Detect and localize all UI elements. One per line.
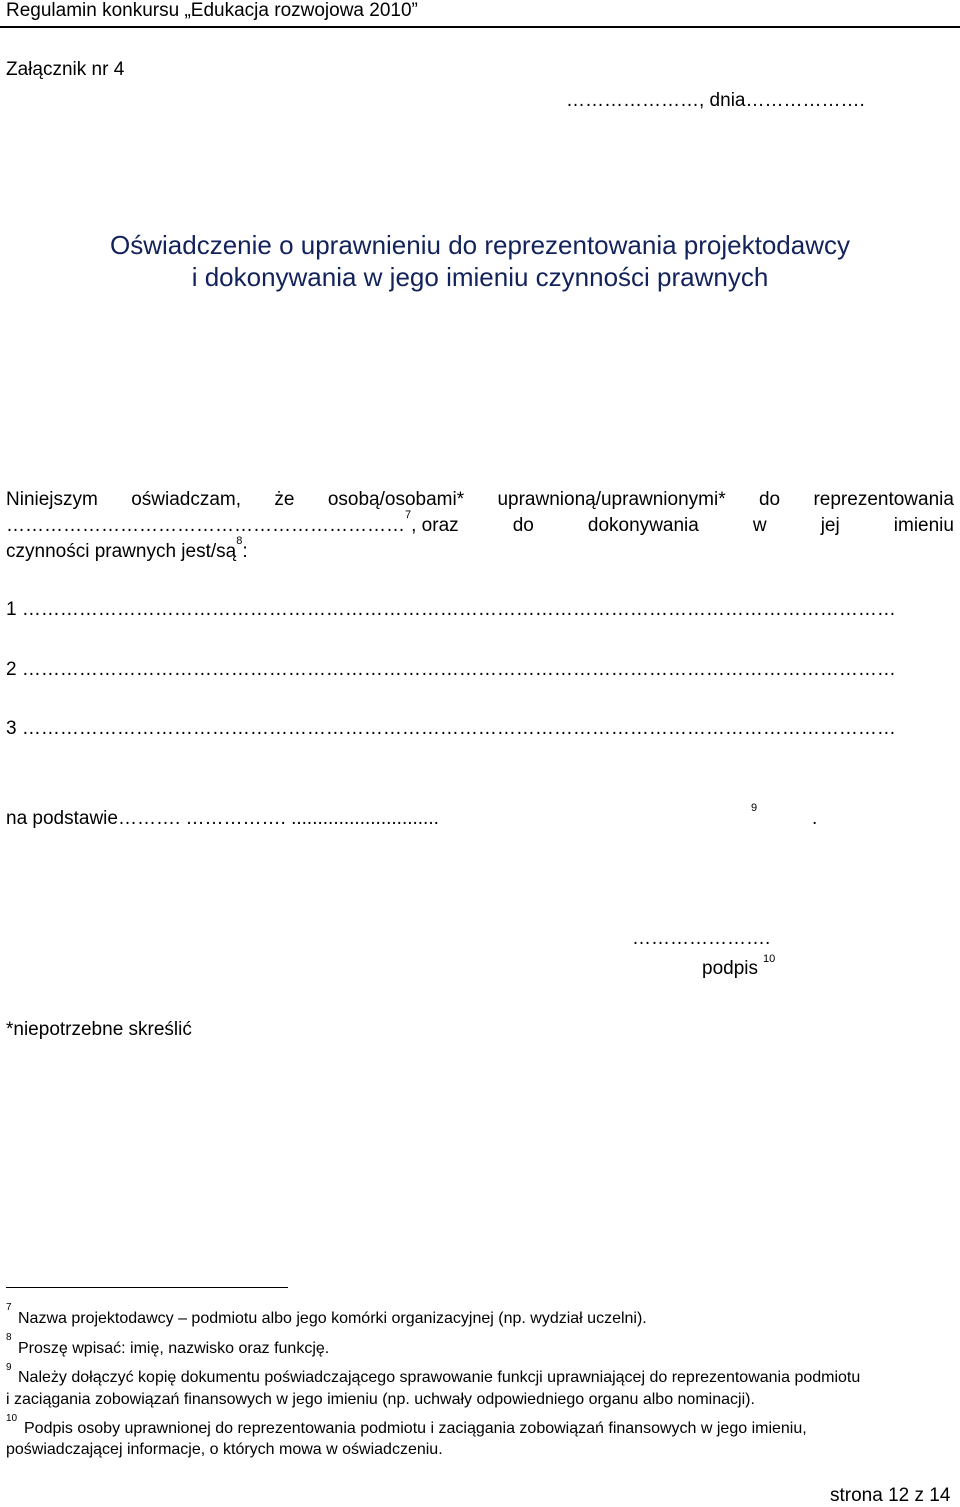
list-item bbox=[6, 659, 896, 681]
document-title-line-1: Oświadczenie o uprawnieniu do reprezentowania projektodawcy bbox=[110, 230, 850, 260]
statement-word: oświadczam, bbox=[131, 489, 242, 510]
attachment-label: Załącznik nr 4 bbox=[6, 59, 125, 80]
statement-line-3 bbox=[6, 535, 248, 563]
fill-in-dots: ………………………………………………………………………………………………………………………… bbox=[21, 599, 896, 620]
dots: ……………………………………………………… bbox=[6, 515, 405, 536]
signature-dots: …………………. bbox=[632, 928, 771, 949]
footnote-text-justified bbox=[24, 1420, 954, 1438]
list-number: 1 bbox=[6, 599, 17, 620]
statement-word: reprezentowania bbox=[813, 489, 954, 510]
footnote-number: 10 bbox=[6, 1413, 18, 1424]
statement-word: imieniu bbox=[893, 515, 954, 536]
signature-label bbox=[702, 958, 758, 980]
list-item bbox=[6, 599, 896, 621]
colon: : bbox=[242, 541, 248, 562]
document-header-title: Regulamin konkursu „Edukacja rozwojowa 2010” bbox=[6, 0, 418, 21]
statement-line-1 bbox=[6, 489, 954, 511]
basis-line bbox=[6, 808, 439, 830]
page-number: strona 12 z 14 bbox=[830, 1485, 951, 1506]
strike-out-note: *niepotrzebne skreślić bbox=[6, 1019, 192, 1040]
statement-text: czynności prawnych jest/są bbox=[6, 541, 237, 562]
footnote-separator bbox=[6, 1287, 288, 1288]
statement-word: Niniejszym bbox=[6, 489, 98, 510]
footnote-text: Podpis osoby uprawnionej do reprezentowania podmiotu i zaciągania zobowiązań finansowych w jego imieniu, bbox=[24, 1420, 807, 1437]
footnote-text: poświadczającej informacje, o których mowa w oświadczeniu. bbox=[6, 1441, 443, 1458]
list-item bbox=[6, 718, 896, 740]
header-rule bbox=[0, 26, 960, 28]
list-number: 3 bbox=[6, 718, 17, 739]
date-line: …………………, dnia………………. bbox=[566, 90, 865, 111]
document-title-line-2: i dokonywania w jego imieniu czynności prawnych bbox=[191, 262, 769, 292]
footnote-ref-10: 10 bbox=[763, 953, 776, 965]
footnote-text: Proszę wpisać: imię, nazwisko oraz funkcję. bbox=[18, 1340, 330, 1357]
statement-word: do bbox=[512, 515, 534, 536]
footnote-ref-8: 8 bbox=[236, 535, 243, 547]
statement-word: jej bbox=[820, 515, 840, 536]
statement-word: w bbox=[752, 515, 767, 536]
footnote-ref-7: 7 bbox=[405, 509, 412, 521]
list-number: 2 bbox=[6, 659, 17, 680]
statement-word: uprawnioną/uprawnionymi* bbox=[497, 489, 726, 510]
statement-word: że bbox=[274, 489, 295, 510]
statement-word: osobą/osobami* bbox=[327, 489, 465, 510]
fill-in-dots: ………………………………………………………………………………………………………………………… bbox=[21, 718, 896, 739]
footnote-text: Nazwa projektodawcy – podmiotu albo jego komórki organizacyjnej (np. wydział uczelni). bbox=[18, 1310, 647, 1327]
statement-word: dokonywania bbox=[587, 515, 699, 536]
signature-label-text: podpis bbox=[702, 958, 758, 979]
basis-end: . bbox=[812, 808, 818, 829]
fill-in-dots: ………………………………………………………………………………………………………………………… bbox=[21, 659, 896, 680]
fill-in-dots bbox=[6, 509, 459, 537]
statement-line-2 bbox=[6, 509, 954, 537]
statement-word: do bbox=[758, 489, 781, 510]
footnote-number: 7 bbox=[6, 1302, 12, 1313]
statement-word: , oraz bbox=[411, 515, 459, 536]
footnote-number: 9 bbox=[6, 1362, 12, 1373]
footnote-text: i zaciągania zobowiązań finansowych w jego imieniu (np. uchwały odpowiedniego organu albo nominacji). bbox=[6, 1391, 755, 1408]
footnote-number: 8 bbox=[6, 1332, 12, 1343]
footnote-ref-9: 9 bbox=[751, 802, 758, 814]
basis-text: na podstawie………. ……………. ............................ bbox=[6, 808, 439, 829]
footnote-text: Należy dołączyć kopię dokumentu poświadczającego sprawowanie funkcji uprawniającej do reprezentowania podmiotu bbox=[18, 1369, 861, 1386]
